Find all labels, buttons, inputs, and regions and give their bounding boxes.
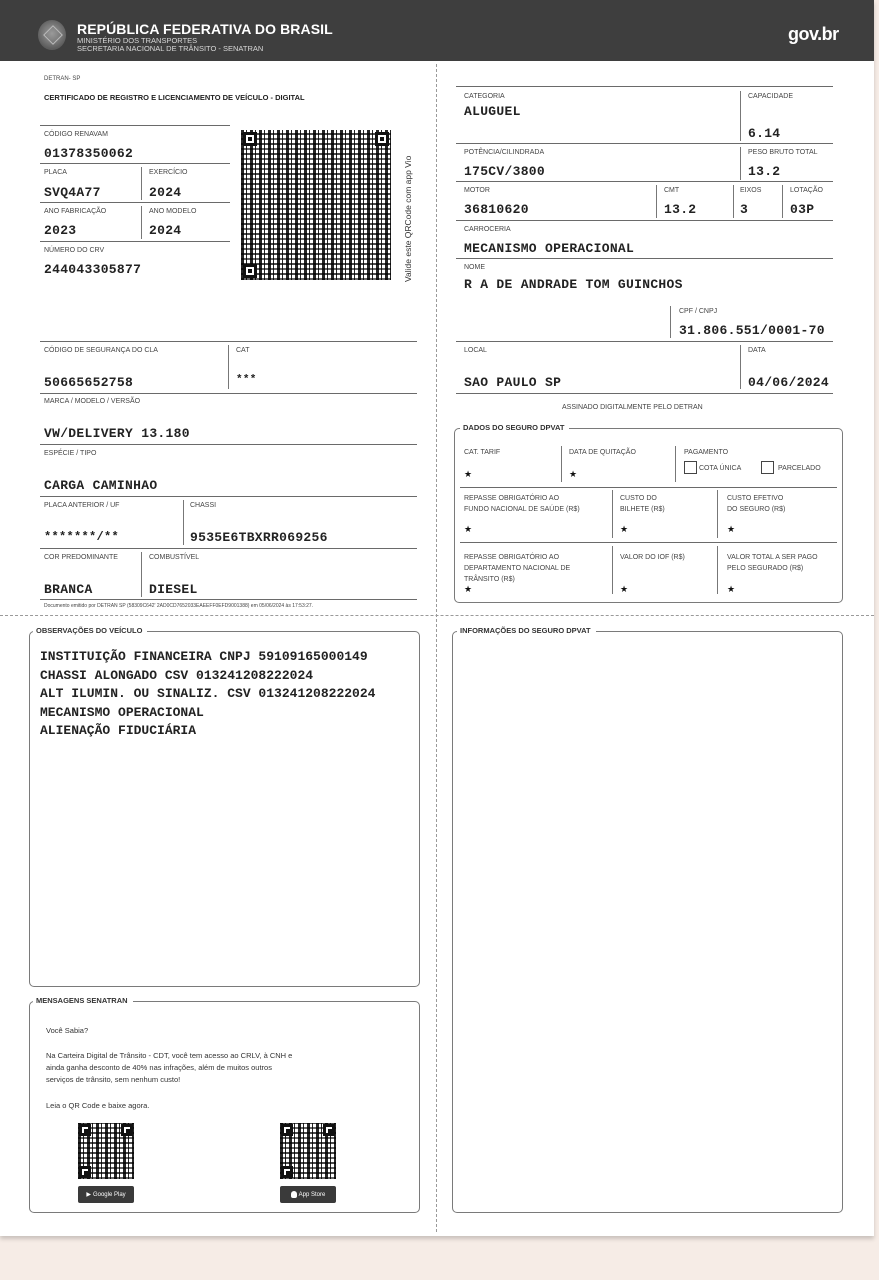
gov-header — [0, 0, 874, 61]
divider — [40, 241, 230, 242]
nome-label: NOME — [464, 264, 485, 271]
cmt-value: 13.2 — [664, 202, 697, 217]
eixos-value: 3 — [740, 202, 749, 217]
potencia-value: 175CV/3800 — [464, 164, 546, 179]
divider — [141, 206, 142, 239]
renavam-label: CÓDIGO RENAVAM — [44, 131, 108, 138]
categoria-label: CATEGORIA — [464, 93, 505, 100]
divider — [40, 599, 417, 600]
divider — [40, 548, 417, 549]
divider — [456, 393, 833, 394]
google-play-qr-code[interactable] — [78, 1123, 134, 1179]
divider — [782, 185, 783, 218]
especie-tipo-value: CARGA CAMINHAO — [44, 478, 158, 493]
pagamento-label: PAGAMENTO — [684, 449, 729, 456]
placa-label: PLACA — [44, 169, 67, 176]
divider — [717, 546, 718, 594]
valor-iof-label: VALOR DO IOF (R$) — [620, 554, 685, 561]
placa-anterior-value: *******/** — [44, 530, 120, 544]
divider — [717, 490, 718, 538]
exercicio-label: EXERCÍCIO — [149, 169, 188, 176]
apple-icon — [291, 1191, 297, 1198]
app-store-label: App Store — [298, 1191, 326, 1198]
marca-modelo-value: VW/DELIVERY 13.180 — [44, 426, 190, 441]
valor-iof-value: ★ — [620, 584, 629, 594]
divider — [456, 181, 833, 182]
motor-label: MOTOR — [464, 187, 490, 194]
repasse-fns-value: ★ — [464, 524, 473, 534]
repasse-denatran-label-3: TRÂNSITO (R$) — [464, 576, 515, 583]
divider — [456, 143, 833, 144]
divider — [740, 147, 741, 180]
divider — [740, 91, 741, 141]
observacoes-title: OBSERVAÇÕES DO VEÍCULO — [33, 626, 147, 635]
divider — [183, 500, 184, 545]
divider — [612, 490, 613, 538]
custo-bilhete-value: ★ — [620, 524, 629, 534]
brasil-coat-of-arms-icon — [38, 20, 66, 50]
header-secretariat: SECRETARIA NACIONAL DE TRÂNSITO - SENATRAN — [77, 44, 264, 53]
divider — [456, 86, 833, 87]
parcelado-checkbox[interactable] — [761, 461, 774, 474]
parcelado-label: PARCELADO — [778, 465, 821, 472]
observacao-line: ALIENAÇÃO FIDUCIÁRIA — [40, 723, 197, 738]
custo-bilhete-label-2: BILHETE (R$) — [620, 506, 665, 513]
peso-bruto-label: PESO BRUTO TOTAL — [748, 149, 818, 156]
placa-value: SVQ4A77 — [44, 185, 101, 200]
govbr-logo[interactable]: gov.br — [788, 24, 839, 44]
numero-crv-value: 244043305877 — [44, 262, 142, 277]
codigo-seguranca-label: CÓDIGO DE SEGURANÇA DO CLA — [44, 347, 158, 354]
custo-efetivo-label-2: DO SEGURO (R$) — [727, 506, 786, 513]
mensagens-body-line-2: ainda ganha desconto de 40% nas infrações, além de muitos outros — [46, 1063, 272, 1072]
ano-modelo-label: ANO MODELO — [149, 208, 197, 215]
ano-fabricacao-value: 2023 — [44, 223, 77, 238]
divider — [733, 185, 734, 218]
validation-qr-code[interactable] — [241, 130, 391, 280]
combustivel-value: DIESEL — [149, 582, 198, 597]
mensagens-cta: Leia o QR Code e baixe agora. — [46, 1101, 150, 1110]
repasse-denatran-label-1: REPASSE OBRIGATÓRIO AO — [464, 554, 560, 561]
data-label: DATA — [748, 347, 766, 354]
divider — [460, 542, 837, 543]
cat-value: *** — [236, 374, 257, 386]
cat-tarif-label: CAT. TARIF — [464, 449, 501, 456]
app-store-badge[interactable] — [280, 1186, 336, 1203]
google-play-label: Google Play — [92, 1191, 126, 1198]
categoria-value: ALUGUEL — [464, 104, 521, 119]
divider — [141, 167, 142, 200]
combustivel-label: COMBUSTÍVEL — [149, 554, 200, 561]
chassi-label: CHASSI — [190, 502, 217, 509]
divider — [228, 345, 229, 389]
local-label: LOCAL — [464, 347, 487, 354]
informacoes-dpvat-box — [452, 631, 843, 1213]
divider — [675, 446, 676, 482]
repasse-denatran-value: ★ — [464, 584, 473, 594]
repasse-fns-label-1: REPASSE OBRIGATÓRIO AO — [464, 495, 560, 502]
repasse-denatran-label-2: DEPARTAMENTO NACIONAL DE — [464, 565, 571, 572]
mensagens-body-line-1: Na Carteira Digital de Trânsito - CDT, você tem acesso ao CRLV, à CNH e — [46, 1051, 293, 1060]
divider — [40, 125, 230, 126]
document-title: CERTIFICADO DE REGISTRO E LICENCIAMENTO DE VEÍCULO - DIGITAL — [44, 93, 305, 102]
custo-efetivo-label-1: CUSTO EFETIVO — [727, 495, 784, 502]
divider — [40, 341, 417, 342]
divider — [40, 202, 230, 203]
divider — [612, 546, 613, 594]
marca-modelo-label: MARCA / MODELO / VERSÃO — [44, 398, 141, 405]
mensagens-title: MENSAGENS SENATRAN — [33, 996, 133, 1005]
exercicio-value: 2024 — [149, 185, 182, 200]
carroceria-label: CARROCERIA — [464, 226, 511, 233]
app-store-qr-code[interactable] — [280, 1123, 336, 1179]
informacoes-dpvat-title: INFORMAÇÕES DO SEGURO DPVAT — [457, 626, 596, 635]
data-value: 04/06/2024 — [748, 375, 830, 390]
google-play-badge[interactable] — [78, 1186, 134, 1203]
header-title: REPÚBLICA FEDERATIVA DO BRASIL — [77, 21, 333, 37]
divider — [456, 341, 833, 342]
issuance-footer-note: Documento emitido por DETRAN SP (58309C642' 2AD0CD7652033EAEEFF0EFD9001388) em 05/06/2024 às 17:53:27. — [44, 603, 314, 609]
divider — [40, 163, 230, 164]
qr-caption: Valide este QRCode com app Vio — [403, 155, 413, 282]
mensagens-question: Você Sabia? — [46, 1026, 89, 1035]
observacao-line: ALT ILUMIN. OU SINALIZ. CSV 013241208222024 — [40, 686, 376, 701]
issuer-label: DETRAN- SP — [44, 76, 81, 82]
observacoes-list — [40, 648, 375, 741]
nome-value: R A DE ANDRADE TOM GUINCHOS — [464, 277, 683, 292]
valor-total-label-1: VALOR TOTAL A SER PAGO — [727, 554, 818, 561]
divider — [460, 487, 837, 488]
divider — [456, 258, 833, 259]
play-triangle-icon: ▶ — [86, 1192, 91, 1198]
peso-bruto-value: 13.2 — [748, 164, 781, 179]
observacao-line: MECANISMO OPERACIONAL — [40, 704, 204, 720]
divider — [670, 306, 671, 338]
ano-modelo-value: 2024 — [149, 223, 182, 238]
especie-tipo-label: ESPÉCIE / TIPO — [44, 450, 97, 457]
data-quitacao-label: DATA DE QUITAÇÃO — [569, 449, 636, 456]
ano-fabricacao-label: ANO FABRICAÇÃO — [44, 208, 107, 215]
valor-total-label-2: PELO SEGURADO (R$) — [727, 565, 804, 572]
divider — [40, 444, 417, 445]
renavam-value: 01378350062 — [44, 146, 134, 161]
lotacao-label: LOTAÇÃO — [790, 187, 823, 194]
valor-total-value: ★ — [727, 584, 736, 594]
numero-crv-label: NÚMERO DO CRV — [44, 247, 105, 254]
mensagens-body-line-3: serviços de trânsito, sem nenhum custo! — [46, 1075, 181, 1084]
cat-tarif-value: ★ — [464, 469, 473, 479]
observacao-line: INSTITUIÇÃO FINANCEIRA CNPJ 59109165000149 — [40, 649, 368, 664]
horizontal-cut-line — [0, 615, 874, 616]
dpvat-data-title: DADOS DO SEGURO DPVAT — [460, 423, 569, 432]
divider — [656, 185, 657, 218]
divider — [740, 345, 741, 389]
cpf-cnpj-label: CPF / CNPJ — [679, 308, 718, 315]
divider — [40, 496, 417, 497]
divider — [456, 220, 833, 221]
carroceria-value: MECANISMO OPERACIONAL — [464, 241, 635, 256]
capacidade-label: CAPACIDADE — [748, 93, 793, 100]
local-value: SAO PAULO SP — [464, 375, 562, 390]
cor-value: BRANCA — [44, 582, 93, 597]
header-ministry: MINISTÉRIO DOS TRANSPORTES — [77, 36, 198, 45]
data-quitacao-value: ★ — [569, 469, 578, 479]
cat-label: CAT — [236, 347, 250, 354]
lotacao-value: 03P — [790, 202, 815, 217]
cmt-label: CMT — [664, 187, 680, 194]
custo-bilhete-label-1: CUSTO DO — [620, 495, 657, 502]
capacidade-value: 6.14 — [748, 126, 781, 141]
divider — [40, 393, 417, 394]
digital-signature-note: ASSINADO DIGITALMENTE PELO DETRAN — [562, 404, 703, 411]
custo-efetivo-value: ★ — [727, 524, 736, 534]
cpf-cnpj-value: 31.806.551/0001-70 — [679, 323, 825, 338]
codigo-seguranca-value: 50665652758 — [44, 375, 134, 390]
motor-value: 36810620 — [464, 202, 529, 217]
divider — [561, 446, 562, 482]
potencia-label: POTÊNCIA/CILINDRADA — [464, 149, 545, 156]
cota-unica-label: COTA ÚNICA — [699, 465, 742, 472]
divider — [141, 552, 142, 597]
repasse-fns-label-2: FUNDO NACIONAL DE SAÚDE (R$) — [464, 506, 580, 513]
observacao-line: CHASSI ALONGADO CSV 013241208222024 — [40, 667, 314, 683]
placa-anterior-label: PLACA ANTERIOR / UF — [44, 502, 120, 509]
cor-label: COR PREDOMINANTE — [44, 554, 118, 561]
eixos-label: EIXOS — [740, 187, 762, 194]
chassi-value: 9535E6TBXRR069256 — [190, 530, 328, 545]
cota-unica-checkbox[interactable] — [684, 461, 697, 474]
vertical-cut-line — [436, 64, 437, 1232]
